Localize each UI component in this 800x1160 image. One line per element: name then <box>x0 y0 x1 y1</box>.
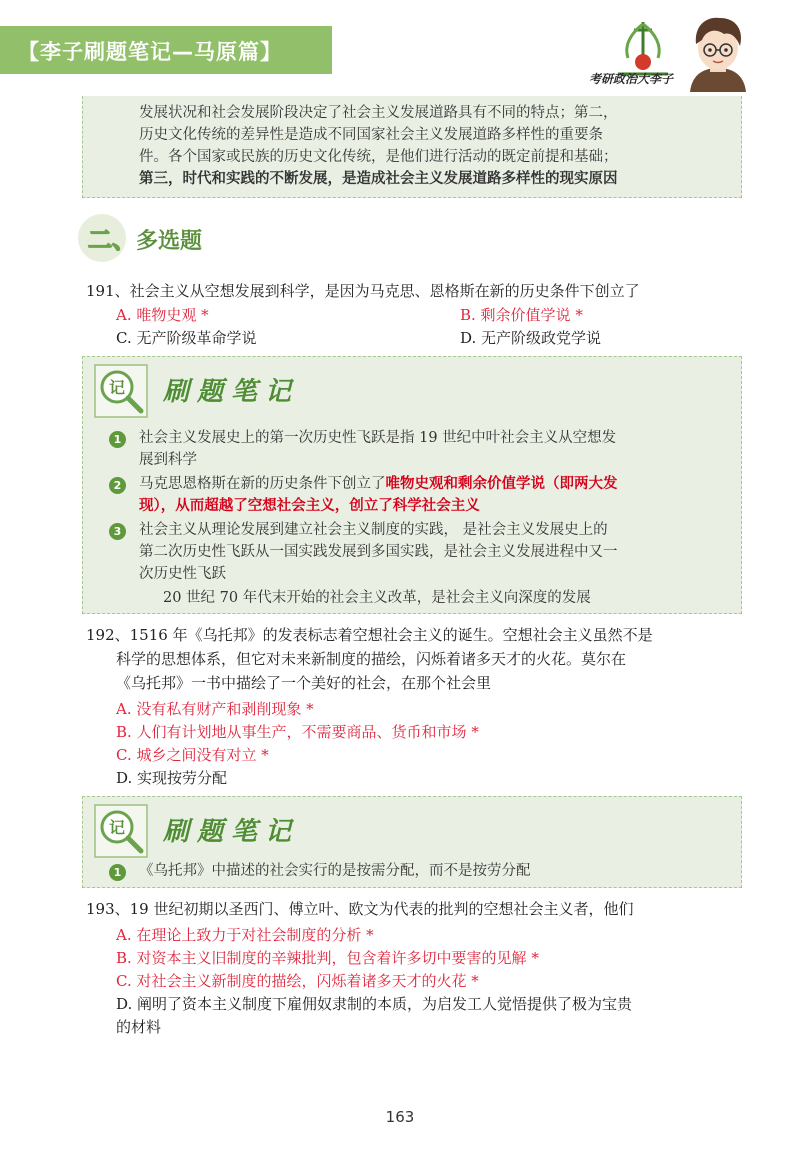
magnifier-note-icon <box>93 363 149 419</box>
note-extra-line: 20 世纪 70 年代末开始的社会主义改革，是社会主义向深度的发展 <box>163 590 591 606</box>
section-title: 多选题 <box>136 228 203 254</box>
svg-text:记: 记 <box>108 818 126 837</box>
question-191-stem: 191、社会主义从空想发展到科学，是因为马克思、恩格斯在新的历史条件下创立了 <box>86 282 640 300</box>
brand-name: 考研政治大李子 <box>588 72 673 86</box>
note-item-3-line: 第二次历史性飞跃从一国实践发展到多国实践，是社会主义发展进程中又一 <box>139 544 618 560</box>
question-192-stem: 192、1516 年《乌托邦》的发表标志着空想社会主义的诞生。空想社会主义虽然不是 <box>86 626 653 644</box>
q192-option-b[interactable]: B. 人们有计划地从事生产，不需要商品、货币和市场 * <box>116 723 479 741</box>
note-bullet-2: 2 <box>109 477 126 494</box>
q191-option-d[interactable]: D. 无产阶级政党学说 <box>460 329 602 347</box>
q193-option-d-continued: 的材料 <box>116 1018 162 1036</box>
question-193-stem: 193、19 世纪初期以圣西门、傅立叶、欧文为代表的批判的空想社会主义者，他们 <box>86 900 634 918</box>
header-banner <box>0 26 332 74</box>
note-item-2-highlight-line: 现），从而超越了空想社会主义，创立了科学社会主义 <box>139 497 480 514</box>
q192-option-a[interactable]: A. 没有私有财产和剥削现象 * <box>116 700 314 718</box>
note-item-3-line: 次历史性飞跃 <box>139 566 226 582</box>
note-bullet-1: 1 <box>109 864 126 881</box>
q193-option-d[interactable]: D. 阐明了资本主义制度下雇佣奴隶制的本质，为启发工人觉悟提供了极为宝贵 <box>116 995 633 1013</box>
q191-option-c[interactable]: C. 无产阶级革命学说 <box>116 329 257 347</box>
q191-option-a[interactable]: A. 唯物史观 * <box>116 306 209 324</box>
avatar <box>684 14 752 92</box>
magnifier-note-icon <box>93 803 149 859</box>
question-192-stem: 科学的思想体系，但它对未来新制度的描绘，闪烁着诸多天才的火花。莫尔在 <box>116 650 627 668</box>
note-title: 刷题笔记 <box>163 817 300 847</box>
study-note-box <box>82 356 742 614</box>
header-title: 【李子刷题笔记—马原篇】 <box>18 40 282 64</box>
intro-line: 件。各个国家或民族的历史文化传统，是他们进行活动的既定前提和基础； <box>139 149 618 165</box>
q192-option-c[interactable]: C. 城乡之间没有对立 * <box>116 746 269 764</box>
note-item-1-line: 社会主义发展史上的第一次历史性飞跃是指 19 世纪中叶社会主义从空想发 <box>139 430 617 446</box>
intro-highlight: 第三，时代和实践的不断发展，是造成社会主义发展道路多样性的现实原因 <box>139 170 618 187</box>
q193-option-b[interactable]: B. 对资本主义旧制度的辛辣批判，包含着许多切中要害的见解 * <box>116 949 539 967</box>
note-item-2-line <box>139 473 739 495</box>
q191-option-b[interactable]: B. 剩余价值学说 * <box>460 306 583 324</box>
intro-note-box <box>82 96 742 198</box>
q193-option-c[interactable]: C. 对社会主义新制度的描绘，闪烁着诸多天才的火花 * <box>116 972 479 990</box>
note-item-2-highlight: 唯物史观和剩余价值学说（即两大发 <box>385 475 618 492</box>
note-item-1-line: 展到科学 <box>139 452 197 468</box>
svg-text:记: 记 <box>108 378 126 397</box>
intro-line: 历史文化传统的差异性是造成不同国家社会主义发展道路多样性的重要条 <box>139 127 603 143</box>
study-note-box <box>82 796 742 888</box>
note-bullet-1: 1 <box>109 431 126 448</box>
q192-option-d[interactable]: D. 实现按劳分配 <box>116 769 228 787</box>
intro-line: 发展状况和社会发展阶段决定了社会主义发展道路具有不同的特点；第二， <box>139 105 618 121</box>
q193-option-a[interactable]: A. 在理论上致力于对社会制度的分析 * <box>116 926 374 944</box>
note-item-3-line: 社会主义从理论发展到建立社会主义制度的实践， 是社会主义发展史上的 <box>139 522 608 538</box>
note-title: 刷题笔记 <box>163 377 300 407</box>
note-item-1-line: 《乌托邦》中描述的社会实行的是按需分配，而不是按劳分配 <box>139 863 531 879</box>
note-bullet-3: 3 <box>109 523 126 540</box>
page-number: 163 <box>385 1108 415 1126</box>
section-number: 二、 <box>88 225 136 254</box>
note-item-2-prefix: 马克思恩格斯在新的历史条件下创立了 <box>139 476 386 492</box>
question-192-stem: 《乌托邦》一书中描绘了一个美好的社会，在那个社会里 <box>116 674 492 692</box>
